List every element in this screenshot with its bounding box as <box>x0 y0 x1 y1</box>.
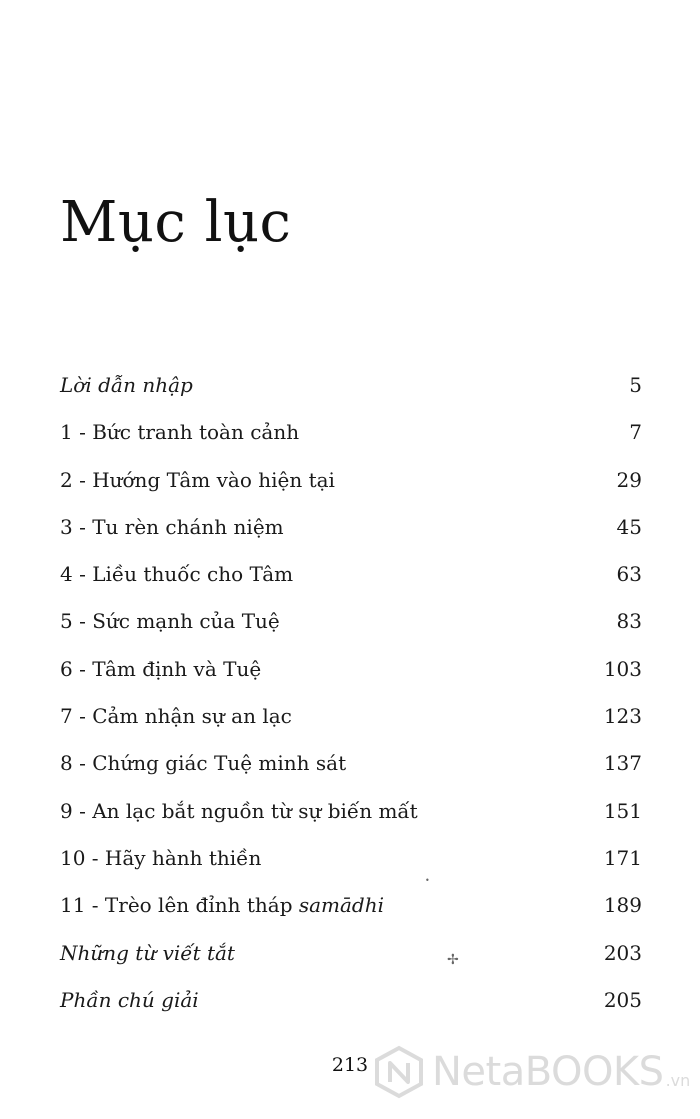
toc-entry-title-text: 7 - Cảm nhận sự an lạc <box>60 704 292 729</box>
toc-entry-page: 63 <box>616 562 642 587</box>
toc-entry-title-text: 9 - An lạc bắt nguồn từ sự biến mất <box>60 798 418 823</box>
toc-entry <box>60 598 642 645</box>
table-of-contents <box>60 362 642 1024</box>
toc-entry-title <box>60 930 235 977</box>
toc-entry <box>60 693 642 740</box>
toc-entry-title <box>60 740 346 787</box>
toc-entry <box>60 646 642 693</box>
toc-entry-page: 137 <box>603 751 642 776</box>
toc-entry <box>60 740 642 787</box>
toc-entry-page: 123 <box>603 704 642 729</box>
toc-entry-page: 171 <box>603 845 642 870</box>
toc-entry-title-text: 3 - Tu rèn chánh niệm <box>60 514 284 539</box>
toc-entry-title-text: 11 - Trèo lên đỉnh tháp <box>60 893 293 918</box>
page-number: 213 <box>331 1054 369 1076</box>
toc-entry-page: 103 <box>603 656 642 681</box>
toc-entry-page: 45 <box>616 514 642 539</box>
toc-entry-title-text: 5 - Sức mạnh của Tuệ <box>60 609 280 634</box>
watermark <box>372 1044 690 1100</box>
toc-entry-title <box>60 882 384 929</box>
toc-entry <box>60 882 642 929</box>
toc-entry-title <box>60 788 418 835</box>
print-speck: ✢ <box>447 952 459 968</box>
toc-entry-title <box>60 409 299 456</box>
toc-entry-title-text: Lời dẫn nhập <box>60 373 193 397</box>
toc-entry-title <box>60 646 261 693</box>
toc-entry-title-text: 6 - Tâm định và Tuệ <box>60 656 262 681</box>
toc-entry-title <box>60 977 199 1024</box>
watermark-brand: NetaBOOKS <box>432 1049 664 1095</box>
toc-entry <box>60 409 642 456</box>
toc-entry-title <box>60 362 193 409</box>
toc-entry-title <box>60 504 284 551</box>
toc-entry <box>60 835 642 882</box>
page-title: Mục lục <box>60 190 292 255</box>
netabooks-logo-icon <box>372 1045 426 1099</box>
toc-entry-title-text: Phần chú giải <box>60 987 199 1012</box>
toc-entry-title <box>60 835 261 882</box>
toc-entry-page: 5 <box>629 373 642 397</box>
toc-entry-title-text: 10 - Hãy hành thiền <box>60 845 262 870</box>
toc-entry-page: 7 <box>629 420 642 445</box>
watermark-tld: .vn <box>665 1071 691 1090</box>
toc-entry-title <box>60 551 293 598</box>
toc-entry-title <box>60 693 292 740</box>
toc-entry-title-text: 2 - Hướng Tâm vào hiện tại <box>60 467 335 492</box>
toc-entry-page: 29 <box>616 467 642 492</box>
toc-entry-page: 189 <box>603 893 642 918</box>
toc-entry-title-text: 8 - Chứng giác Tuệ minh sát <box>60 751 347 776</box>
toc-entry-page: 151 <box>603 798 642 823</box>
toc-entry <box>60 930 642 977</box>
toc-entry-title-italic: samādhi <box>298 893 385 918</box>
print-speck: • <box>425 876 430 885</box>
toc-entry <box>60 788 642 835</box>
toc-entry-page: 83 <box>616 609 642 634</box>
toc-entry <box>60 977 642 1024</box>
toc-entry <box>60 551 642 598</box>
toc-entry-title <box>60 457 335 504</box>
toc-entry <box>60 504 642 551</box>
toc-entry <box>60 362 642 409</box>
toc-entry-title <box>60 598 280 645</box>
toc-entry-page: 203 <box>603 940 642 965</box>
toc-entry-title-text: 4 - Liều thuốc cho Tâm <box>60 562 294 587</box>
toc-entry-title-text: Những từ viết tắt <box>60 940 235 965</box>
toc-entry <box>60 457 642 504</box>
toc-entry-title-text: 1 - Bức tranh toàn cảnh <box>60 420 300 445</box>
toc-entry-page: 205 <box>603 987 642 1012</box>
